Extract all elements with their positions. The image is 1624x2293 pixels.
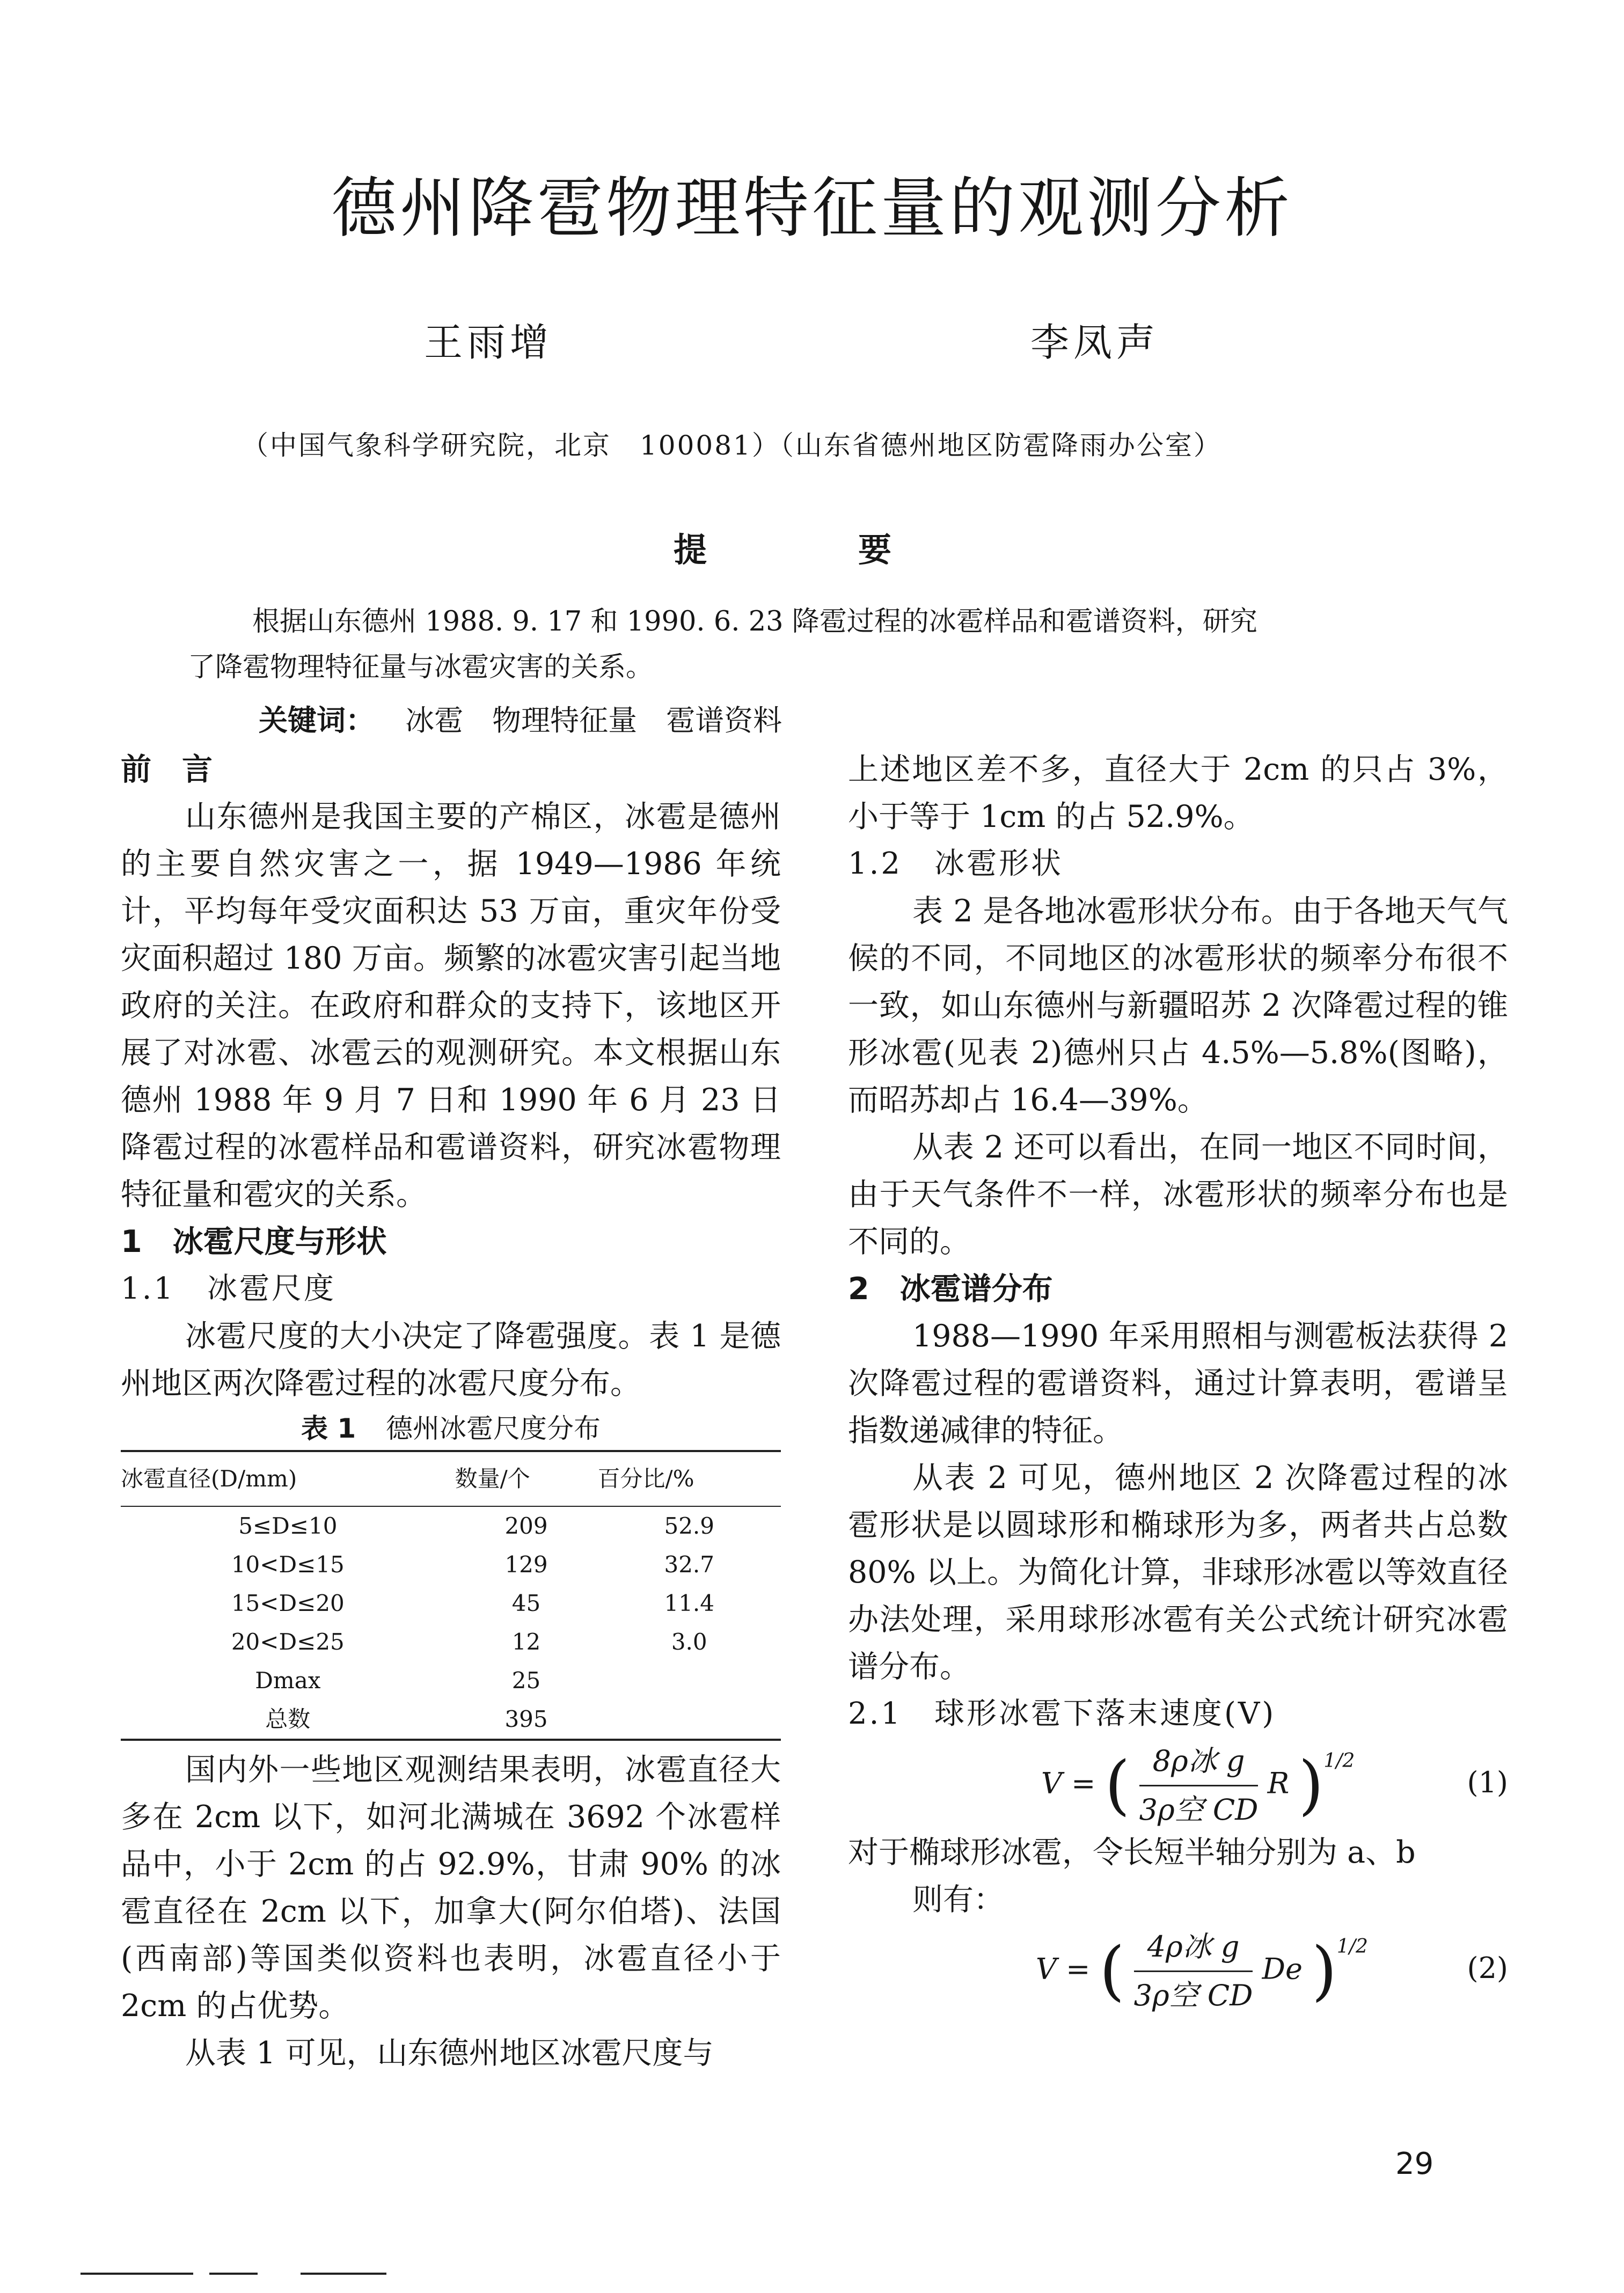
- table-1-label: 表 1: [301, 1413, 356, 1444]
- section-2-paragraph-a: 1988—1990 年采用照相与测雹板法获得 2 次降雹过程的雹谱资料，通过计算表明，雹谱呈指数递减律的特征。: [848, 1318, 1508, 1448]
- eq2-denominator: 3ρ空 CD: [1133, 1979, 1253, 2012]
- eq1-open-paren: (: [1104, 1748, 1130, 1823]
- then-paragraph: 则有：: [912, 1882, 1004, 1917]
- table-cell: 5≤D≤10: [238, 1513, 338, 1539]
- after-table-paragraph: 国内外一些地区观测结果表明，冰雹直径大多在 2cm 以下，如河北满城在 3692 个冰雹样品中，小于 2cm 的占 92.9%，甘肃 90% 的冰雹直径在 2cm 以下，加拿大(阿尔伯塔)、法国(西南部)等国类似资料也表明，冰雹直径小于 2cm 的占优势。: [121, 1752, 781, 2024]
- table-cell: 209: [504, 1513, 548, 1539]
- section-1-2-heading: 1.2 冰雹形状: [848, 846, 1064, 881]
- ellipsoid-paragraph: 对于椭球形冰雹，令长短半轴分别为 a、b: [848, 1835, 1416, 1870]
- eq2-open-paren: (: [1099, 1933, 1125, 2009]
- eq2-close-paren: ): [1312, 1933, 1337, 2009]
- table-cell: [597, 1661, 781, 1700]
- eq2-tail: De: [1262, 1952, 1303, 1986]
- table-row: [121, 1700, 781, 1740]
- table-cell: Dmax: [255, 1667, 321, 1694]
- section-2-heading: 2 冰雹谱分布: [848, 1271, 1053, 1307]
- author-2: 李凤声: [1030, 320, 1160, 365]
- section-2-paragraph-b: 从表 2 可见，德州地区 2 次降雹过程的冰雹形状是以圆球形和椭球形为多，两者共占总数 80% 以上。为简化计算，非球形冰雹以等效直径办法处理，采用球形冰雹有关公式统计研究冰雹谱分布。: [848, 1460, 1508, 1684]
- equation-1: [848, 1738, 1508, 1829]
- table-row: [121, 1623, 781, 1661]
- abstract-heading: 提 要: [673, 530, 950, 569]
- table-cell: 3.0: [671, 1629, 707, 1655]
- table-1: [121, 1450, 781, 1741]
- keywords: [259, 698, 782, 739]
- table-cell: 20<D≤25: [231, 1629, 345, 1655]
- eq1-close-paren: ): [1298, 1748, 1324, 1823]
- footer-rule: [81, 2273, 193, 2275]
- eq1-lhs: V =: [1041, 1766, 1096, 1800]
- section-intro-heading: 前 言: [121, 752, 213, 787]
- table-cell: 45: [511, 1590, 541, 1616]
- eq2-numerator: 4ρ冰 g: [1134, 1923, 1253, 1972]
- table-cell: 52.9: [664, 1513, 714, 1539]
- section-1-1-paragraph: 冰雹尺度的大小决定了降雹强度。表 1 是德州地区两次降雹过程的冰雹尺度分布。: [121, 1318, 781, 1401]
- author-1: 王雨增: [424, 320, 553, 365]
- eq2-lhs: V =: [1036, 1952, 1091, 1986]
- eq1-denominator: 3ρ空 CD: [1139, 1793, 1259, 1827]
- table-header: 百分比/%: [597, 1451, 781, 1506]
- table-cell: 10<D≤15: [231, 1551, 345, 1578]
- continued-paragraph: 上述地区差不多，直径大于 2cm 的只占 3%，小于等于 1cm 的占 52.9%。: [848, 752, 1508, 834]
- table-1-title: 德州冰雹尺度分布: [386, 1413, 601, 1444]
- right-column: [848, 746, 1508, 2014]
- table-header: 数量/个: [455, 1451, 598, 1506]
- page-number: 29: [1395, 2147, 1434, 2181]
- table-cell: 12: [511, 1629, 541, 1655]
- abstract-line-2: 了降雹物理特征量与冰雹灾害的关系。: [188, 651, 654, 683]
- eq1-tail: R: [1267, 1766, 1290, 1800]
- section-1-2-paragraph-a: 表 2 是各地冰雹形状分布。由于各地天气气候的不同，不同地区的冰雹形状的频率分布很不一致，如山东德州与新疆昭苏 2 次降雹过程的锥形冰雹(见表 2)德州只占 4.5%—5.8%(图略)，而昭苏却占 16.4—39%。: [848, 893, 1508, 1118]
- table-cell: 11.4: [664, 1590, 714, 1616]
- table-row: [121, 1506, 781, 1545]
- table-cell: 25: [511, 1667, 541, 1694]
- eq1-exponent: 1/2: [1323, 1750, 1355, 1772]
- eq1-label: (1): [1467, 1765, 1508, 1799]
- table-row: [121, 1584, 781, 1623]
- table-cell: 总数: [121, 1700, 455, 1740]
- table-cell: 395: [455, 1700, 598, 1740]
- section-2-1-heading: 2.1 球形冰雹下落末速度(V): [848, 1696, 1276, 1731]
- section-1-heading: 1 冰雹尺度与形状: [121, 1224, 387, 1259]
- eq1-numerator: 8ρ冰 g: [1139, 1738, 1259, 1786]
- last-paragraph: 从表 1 可见，山东德州地区冰雹尺度与: [185, 2035, 714, 2071]
- keywords-label: 关键词：: [259, 704, 375, 737]
- table-header: 冰雹直径(D/mm): [121, 1451, 455, 1506]
- table-cell: 32.7: [664, 1551, 714, 1578]
- table-cell: 129: [504, 1551, 548, 1578]
- affiliations: （中国气象科学研究院，北京 100081）（山东省德州地区防雹降雨办公室）: [242, 430, 1222, 461]
- intro-paragraph: 山东德州是我国主要的产棉区，冰雹是德州的主要自然灾害之一，据 1949—1986 年统计，平均每年受灾面积达 53 万亩，重灾年份受灾面积超过 180 万亩。频繁的冰雹灾害引起当地政府的关注。在政府和群众的支持下，该地区开展了对冰雹、冰雹云的观测研究。本文根据山东德州 1988 年 9 月 7 日和 1990 年 6 月 23 日降雹过程的冰雹样品和雹谱资料，研究冰雹物理特征量和雹灾的关系。: [121, 799, 781, 1212]
- table-cell: 15<D≤20: [231, 1590, 345, 1616]
- table-cell: [597, 1700, 781, 1740]
- table-row: [121, 1545, 781, 1584]
- paper-title: 德州降雹物理特征量的观测分析: [331, 170, 1293, 246]
- equation-2: [848, 1923, 1508, 2014]
- eq1-fraction: [1139, 1738, 1259, 1834]
- left-column: [121, 746, 781, 2077]
- table-row: [121, 1661, 781, 1700]
- eq2-label: (2): [1467, 1951, 1508, 1985]
- eq2-fraction: [1134, 1923, 1253, 2019]
- section-1-1-heading: 1.1 冰雹尺度: [121, 1271, 336, 1306]
- keywords-text: 冰雹 物理特征量 雹谱资料: [405, 704, 782, 737]
- footer-rule: [209, 2273, 258, 2275]
- eq2-exponent: 1/2: [1336, 1936, 1368, 1958]
- footer-rule: [301, 2273, 386, 2275]
- table-1-caption: [121, 1407, 781, 1450]
- abstract-line-1: 根据山东德州 1988. 9. 17 和 1990. 6. 23 降雹过程的冰雹样品和雹谱资料，研究: [252, 606, 1257, 638]
- section-1-2-paragraph-b: 从表 2 还可以看出，在同一地区不同时间，由于天气条件不一样，冰雹形状的频率分布也是不同的。: [848, 1130, 1508, 1259]
